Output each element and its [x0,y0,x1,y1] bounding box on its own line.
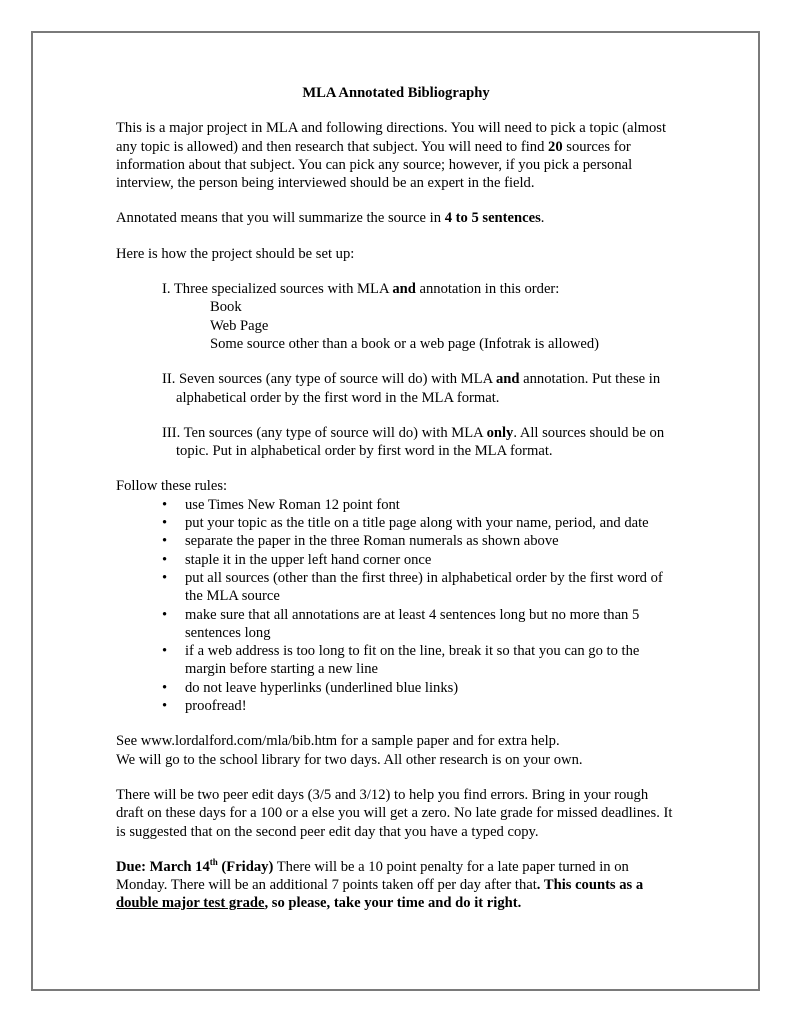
annotated-paragraph [116,209,676,227]
setup-intro: Here is how the project should be set up: [116,245,355,262]
rule-text: use Times New Roman 12 point font [185,496,400,513]
section-three [162,424,676,461]
annotated-sentence-count: 4 to 5 sentences [444,210,541,227]
section-two [162,370,676,407]
list-item [116,697,676,715]
subitem-book: Book [210,299,242,316]
section-two-bold: and [495,371,520,388]
grade-weight-text: This counts as a [540,877,644,894]
intro-paragraph [116,119,676,192]
document-body [116,84,676,913]
section-one [162,280,676,353]
rule-text: separate the paper in the three Roman numerals as shown above [185,533,559,550]
late-penalty-text: There will be a 10 point penalty for a late paper turned in on Monday. There will be an additional 7 points taken off per day after that [116,858,629,894]
document-title: MLA Annotated Bibliography [302,85,490,101]
list-item [116,514,676,532]
annotated-text-2: . [540,210,545,227]
rule-text: staple it in the upper left hand corner once [185,551,432,568]
list-item [116,569,676,606]
subitem-web-page: Web Page [210,317,269,334]
bullet-icon: • [162,606,168,623]
closing-text: , so please, take your time and do it right. [264,895,522,912]
bullet-icon: • [162,551,168,568]
section-two-text-2: annotation. Put these in alphabetical order by the first word in the MLA format. [176,371,661,406]
intro-source-count: 20 [548,138,563,155]
peer-edit-paragraph: There will be two peer edit days (3/5 and 3/12) to help you find errors. Bring in your rough draft on these days for a 100 or a else you will get a zero. No late grade for missed deadlines. It is suggested that on the second peer edit day that you have a typed copy. [116,786,673,840]
rule-text: if a web address is too long to fit on the line, break it so that you can go to the margin before starting a new line [185,643,640,678]
bullet-icon: • [162,643,168,660]
section-one-text-2: annotation in this order: [415,281,560,298]
due-date-text: Due: March 14 [116,858,210,875]
list-item [116,606,676,643]
due-date-day: (Friday) [217,858,274,875]
list-item [116,642,676,679]
list-item [116,679,676,697]
section-two-text-1: II. Seven sources (any type of source will do) with MLA [162,371,496,388]
intro-text-2: sources for information about that subject. You can pick any source; however, if you pick a personal interview, the person being interviewed should be an expert in the field. [116,138,633,192]
rules-intro: Follow these rules: [116,478,228,495]
subitem-other-source: Some source other than a book or a web page (Infotrak is allowed) [210,335,600,352]
due-date-suffix: th [209,856,218,867]
rule-text: put all sources (other than the first three) in alphabetical order by the first word of the MLA source [185,569,663,605]
section-one-bold: and [392,281,416,298]
due-date-paragraph [116,858,676,913]
list-item [116,551,676,569]
rule-text: make sure that all annotations are at least 4 sentences long but no more than 5 sentences long [185,606,640,641]
rule-text: put your topic as the title on a title page along with your name, period, and date [185,515,649,532]
bullet-icon: • [162,698,168,715]
section-three-bold: only [486,424,514,441]
section-one-text-1: I. Three specialized sources with MLA [162,281,393,298]
sample-paper-line: See www.lordalford.com/mla/bib.htm for a sample paper and for extra help. [116,733,560,750]
list-item [116,496,676,514]
intro-text-1: This is a major project in MLA and following directions. You will need to pick a topic (almost any topic is allowed) and then research that subject. You will need to find [116,120,667,155]
library-line: We will go to the school library for two days. All other research is on your own. [116,751,583,768]
bullet-icon: • [162,496,168,513]
section-three-text-2: . All sources should be on topic. Put in alphabetical order by first word in the MLA format. [176,424,665,460]
bullet-icon: • [162,515,168,532]
due-date-label [116,856,274,875]
list-item [116,532,676,550]
late-penalty-period: . [536,877,541,894]
rule-text: proofread! [185,698,247,715]
section-three-text-1: III. Ten sources (any type of source will do) with MLA [162,424,487,441]
bullet-icon: • [162,679,168,696]
rules-list [116,496,676,716]
help-paragraph [116,732,676,769]
bullet-icon: • [162,569,168,586]
rule-text: do not leave hyperlinks (underlined blue links) [185,679,459,696]
grade-weight-emphasis: double major test grade [116,895,265,912]
bullet-icon: • [162,533,168,550]
annotated-text-1: Annotated means that you will summarize the source in [116,210,445,227]
